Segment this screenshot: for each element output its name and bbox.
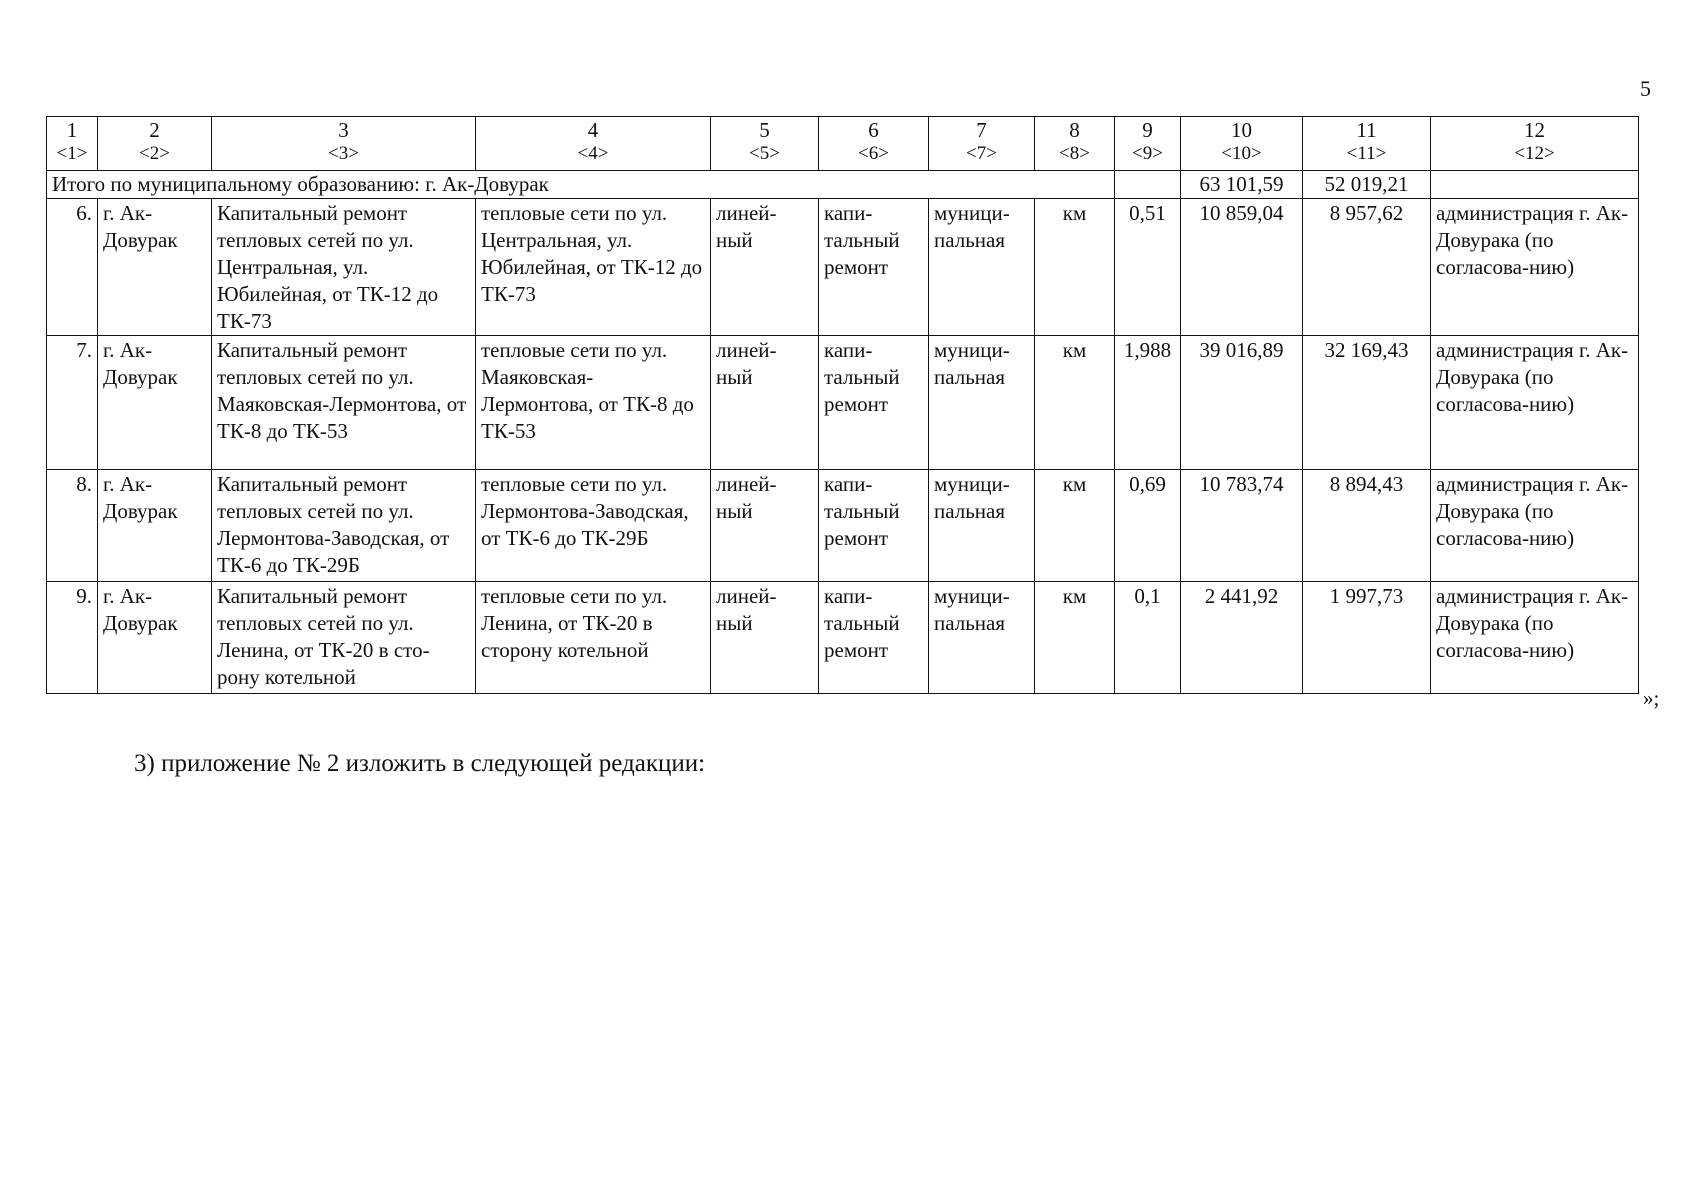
header-cell-4: 4 <4> (476, 117, 711, 171)
table-row (47, 582, 1639, 694)
table-row (47, 336, 1639, 470)
amendment-text: 3) приложение № 2 изложить в следующей редакции: (134, 750, 706, 777)
row-number: 7. (47, 336, 98, 470)
row-name: Капитальный ремонт тепловых сетей по ул. Маяковская-Лермонтова, от ТК-8 до ТК-53 (212, 336, 476, 470)
row-executor: администрация г. Ак-Довурака (по согласова-нию) (1431, 336, 1639, 470)
header-cell-11: 11 <11> (1303, 117, 1431, 171)
row-place: г. Ак-Довурак (98, 199, 212, 336)
row-work: капи-тальный ремонт (819, 470, 929, 582)
row-object: тепловые сети по ул. Центральная, ул. Юбилейная, от ТК-12 до ТК-73 (476, 199, 711, 336)
header-cell-1: 1 <1> (47, 117, 98, 171)
row-name: Капитальный ремонт тепловых сетей по ул. Ленина, от ТК-20 в сто-рону котельной (212, 582, 476, 694)
row-qty: 1,988 (1115, 336, 1181, 470)
row-number: 6. (47, 199, 98, 336)
header-cell-8: 8 <8> (1035, 117, 1115, 171)
row-type: линей-ный (711, 336, 819, 470)
row-object: тепловые сети по ул. Лермонтова-Заводская, от ТК-6 до ТК-29Б (476, 470, 711, 582)
row-name: Капитальный ремонт тепловых сетей по ул. Центральная, ул. Юбилейная, от ТК-12 до ТК-73 (212, 199, 476, 336)
row-number: 8. (47, 470, 98, 582)
row-ownership: муници-пальная (929, 582, 1035, 694)
row-col10: 39 016,89 (1181, 336, 1303, 470)
total-label: Итого по муниципальному образованию: г. Ак-Довурак (47, 171, 1115, 199)
capital-repair-table (46, 116, 1639, 694)
row-col10: 2 441,92 (1181, 582, 1303, 694)
total-empty-12 (1431, 171, 1639, 199)
row-col11: 8 957,62 (1303, 199, 1431, 336)
header-cell-2: 2 <2> (98, 117, 212, 171)
row-col11: 8 894,43 (1303, 470, 1431, 582)
row-col11: 32 169,43 (1303, 336, 1431, 470)
row-unit: км (1035, 582, 1115, 694)
row-ownership: муници-пальная (929, 199, 1035, 336)
row-work: капи-тальный ремонт (819, 336, 929, 470)
row-executor: администрация г. Ак-Довурака (по согласова-нию) (1431, 582, 1639, 694)
row-ownership: муници-пальная (929, 336, 1035, 470)
total-empty-9 (1115, 171, 1181, 199)
row-unit: км (1035, 336, 1115, 470)
header-cell-3: 3 <3> (212, 117, 476, 171)
row-work: капи-тальный ремонт (819, 582, 929, 694)
row-type: линей-ный (711, 199, 819, 336)
row-qty: 0,1 (1115, 582, 1181, 694)
total-row (47, 171, 1639, 199)
row-place: г. Ак-Довурак (98, 336, 212, 470)
row-col10: 10 783,74 (1181, 470, 1303, 582)
row-name: Капитальный ремонт тепловых сетей по ул. Лермонтова-Заводская, от ТК-6 до ТК-29Б (212, 470, 476, 582)
header-cell-6: 6 <6> (819, 117, 929, 171)
row-type: линей-ный (711, 470, 819, 582)
header-cell-10: 10 <10> (1181, 117, 1303, 171)
total-col10: 63 101,59 (1181, 171, 1303, 199)
row-executor: администрация г. Ак-Довурака (по согласова-нию) (1431, 470, 1639, 582)
header-cell-9: 9 <9> (1115, 117, 1181, 171)
closing-quote: »; (1643, 686, 1660, 710)
row-place: г. Ак-Довурак (98, 470, 212, 582)
table-row (47, 470, 1639, 582)
row-unit: км (1035, 470, 1115, 582)
header-cell-5: 5 <5> (711, 117, 819, 171)
row-object: тепловые сети по ул. Маяковская-Лермонтова, от ТК-8 до ТК-53 (476, 336, 711, 470)
row-place: г. Ак-Довурак (98, 582, 212, 694)
row-qty: 0,51 (1115, 199, 1181, 336)
row-work: капи-тальный ремонт (819, 199, 929, 336)
table-header-row (47, 117, 1639, 171)
header-cell-7: 7 <7> (929, 117, 1035, 171)
row-col10: 10 859,04 (1181, 199, 1303, 336)
row-number: 9. (47, 582, 98, 694)
row-qty: 0,69 (1115, 470, 1181, 582)
page-number: 5 (1640, 76, 1651, 101)
row-object: тепловые сети по ул. Ленина, от ТК-20 в сторону котельной (476, 582, 711, 694)
row-unit: км (1035, 199, 1115, 336)
row-col11: 1 997,73 (1303, 582, 1431, 694)
table-row (47, 199, 1639, 336)
row-executor: администрация г. Ак-Довурака (по согласова-нию) (1431, 199, 1639, 336)
total-col11: 52 019,21 (1303, 171, 1431, 199)
header-cell-12: 12 <12> (1431, 117, 1639, 171)
row-type: линей-ный (711, 582, 819, 694)
row-ownership: муници-пальная (929, 470, 1035, 582)
